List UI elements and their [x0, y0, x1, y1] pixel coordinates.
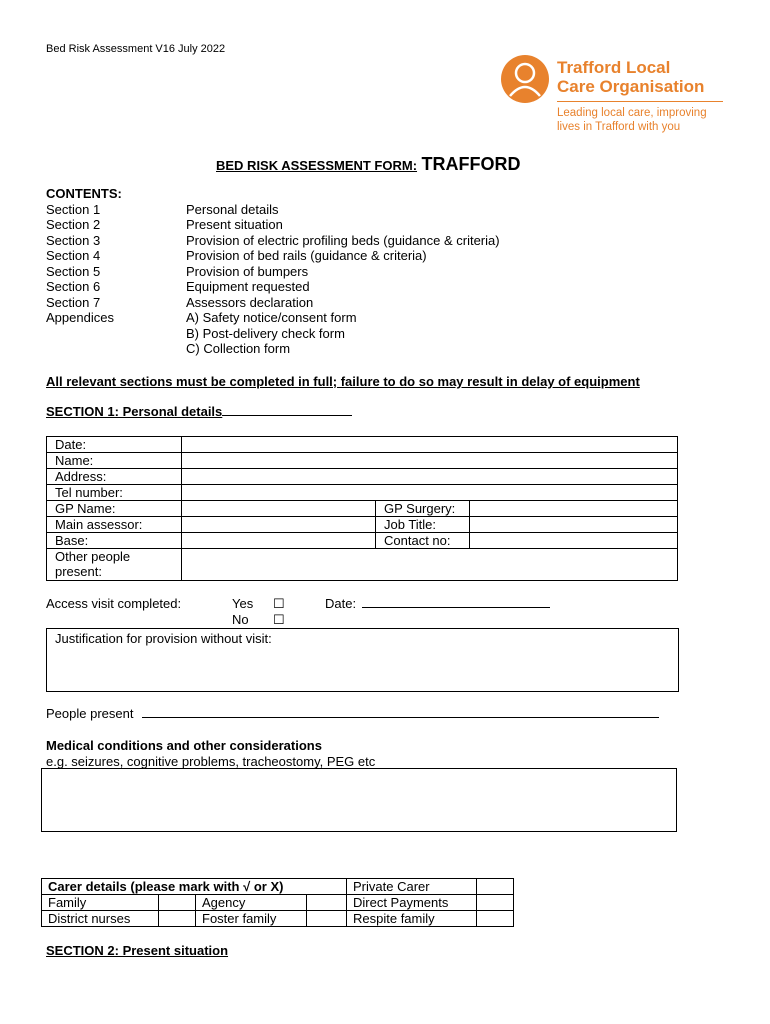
direct-payments-label: Direct Payments	[347, 895, 477, 911]
foster-family-label: Foster family	[196, 911, 307, 927]
contact-no-field[interactable]	[470, 533, 678, 549]
gp-surgery-field[interactable]	[470, 501, 678, 517]
date-field[interactable]	[182, 437, 678, 453]
agency-mark[interactable]	[307, 895, 347, 911]
direct-payments-mark[interactable]	[477, 895, 514, 911]
contact-no-label: Contact no:	[376, 533, 470, 549]
section1-heading-text: SECTION 1: Personal details	[46, 404, 223, 419]
tel-label: Tel number:	[47, 485, 182, 501]
base-field[interactable]	[182, 533, 376, 549]
table-row	[47, 533, 678, 549]
contents-item-description: Provision of bumpers	[186, 263, 309, 279]
table-row	[42, 895, 514, 911]
contents-item-number: Section 2	[46, 217, 101, 232]
title-part1: BED RISK ASSESSMENT FORM:	[216, 158, 418, 173]
tel-field[interactable]	[182, 485, 678, 501]
main-assessor-label: Main assessor:	[47, 517, 182, 533]
gp-name-label: GP Name:	[47, 501, 182, 517]
name-label: Name:	[47, 453, 182, 469]
private-carer-mark[interactable]	[477, 879, 514, 895]
carer-heading: Carer details (please mark with √ or X)	[42, 879, 347, 895]
carer-details-table	[41, 878, 514, 927]
contents-item	[46, 310, 357, 326]
contents-item-number: Section 6	[46, 279, 101, 294]
people-present-label: People present	[46, 706, 134, 721]
people-present	[46, 706, 133, 721]
contents-item	[46, 232, 500, 249]
contents-item-number: Section 4	[46, 248, 101, 263]
logo-tagline-line2: lives in Trafford with you	[557, 121, 681, 133]
foster-family-mark[interactable]	[307, 911, 347, 927]
district-nurses-label: District nurses	[42, 911, 159, 927]
contents-item	[46, 248, 427, 264]
document-reference: Bed Risk Assessment V16 July 2022	[46, 43, 226, 55]
access-no-label: No	[232, 612, 249, 627]
contents-item	[46, 201, 279, 218]
person-icon	[500, 54, 550, 104]
contents-item-description: Present situation	[186, 217, 283, 232]
access-visit	[46, 596, 357, 627]
medical-conditions-box[interactable]	[41, 768, 677, 832]
organisation-logo	[500, 54, 740, 140]
people-present-field[interactable]	[142, 717, 659, 718]
contents-item-description: Assessors declaration	[186, 294, 314, 310]
access-yes-checkbox[interactable]: ☐	[273, 596, 285, 611]
job-title-field[interactable]	[470, 517, 678, 533]
access-no-checkbox[interactable]: ☐	[273, 612, 285, 627]
table-row	[47, 517, 678, 533]
section1-heading	[46, 404, 352, 419]
contents-item	[46, 325, 345, 342]
contents-list	[46, 186, 500, 357]
contents-item	[46, 263, 309, 280]
contents-item	[46, 341, 291, 357]
gp-name-field[interactable]	[182, 501, 376, 517]
table-row	[42, 879, 514, 895]
table-row	[47, 501, 678, 517]
job-title-label: Job Title:	[376, 517, 470, 533]
medical-heading: Medical conditions and other considerations	[46, 738, 322, 753]
logo-name-line1: Trafford Local	[557, 58, 671, 77]
page-title	[216, 154, 520, 175]
family-mark[interactable]	[159, 895, 196, 911]
respite-family-mark[interactable]	[477, 911, 514, 927]
logo-divider	[557, 101, 723, 102]
contents-item-description: A) Safety notice/consent form	[186, 310, 357, 325]
title-part2: TRAFFORD	[421, 154, 521, 174]
medical-example: e.g. seizures, cognitive problems, tracheostomy, PEG etc	[46, 754, 376, 769]
respite-family-label: Respite family	[347, 911, 477, 927]
contents-item-number: Appendices	[46, 310, 114, 325]
contents-item	[46, 217, 283, 233]
section2-heading: SECTION 2: Present situation	[46, 943, 229, 958]
contents-item-description: C) Collection form	[186, 341, 291, 356]
main-assessor-field[interactable]	[182, 517, 376, 533]
table-row	[47, 549, 678, 581]
access-visit-label: Access visit completed:	[46, 596, 182, 611]
agency-label: Agency	[196, 895, 307, 911]
access-date-label: Date:	[325, 596, 357, 611]
access-yes-label: Yes	[232, 596, 254, 611]
contents-item-number: Section 5	[46, 263, 101, 279]
contents-item-number: Section 1	[46, 201, 101, 217]
personal-details-table	[46, 436, 678, 581]
contents-item-number: Section 3	[46, 232, 101, 248]
access-date-field[interactable]	[362, 607, 550, 608]
justification-box[interactable]	[46, 628, 679, 692]
private-carer-label: Private Carer	[347, 879, 477, 895]
contents-item-number: Section 7	[46, 294, 101, 310]
completion-notice: All relevant sections must be completed in full; failure to do so may result in delay of equipment	[46, 374, 640, 389]
address-field[interactable]	[182, 469, 678, 485]
name-field[interactable]	[182, 453, 678, 469]
table-row	[42, 911, 514, 927]
base-label: Base:	[47, 533, 182, 549]
address-label: Address:	[47, 469, 182, 485]
other-people-field[interactable]	[182, 549, 678, 581]
contents-heading: CONTENTS:	[46, 186, 122, 201]
contents-item-description: Equipment requested	[186, 279, 310, 294]
district-nurses-mark[interactable]	[159, 911, 196, 927]
table-row	[47, 485, 678, 501]
contents-item-description: Personal details	[186, 201, 279, 217]
contents-item-description: Provision of bed rails (guidance & criteria)	[186, 248, 427, 263]
logo-tagline-line1: Leading local care, improving	[557, 107, 707, 119]
contents-item-description: B) Post-delivery check form	[186, 325, 345, 341]
contents-item-description: Provision of electric profiling beds (guidance & criteria)	[186, 232, 500, 248]
section1-heading-rule	[222, 405, 352, 416]
contents-item	[46, 279, 310, 295]
table-row	[47, 453, 678, 469]
other-people-label-line2: present:	[55, 564, 102, 579]
other-people-label	[47, 549, 182, 581]
contents-item	[46, 294, 314, 311]
family-label: Family	[42, 895, 159, 911]
justification-label: Justification for provision without visit:	[55, 631, 272, 646]
logo-name-line2: Care Organisation	[557, 77, 705, 96]
other-people-label-line1: Other people	[55, 549, 131, 564]
table-row	[47, 437, 678, 453]
medical-conditions	[46, 738, 375, 770]
date-label: Date:	[47, 437, 182, 453]
table-row	[47, 469, 678, 485]
gp-surgery-label: GP Surgery:	[376, 501, 470, 517]
